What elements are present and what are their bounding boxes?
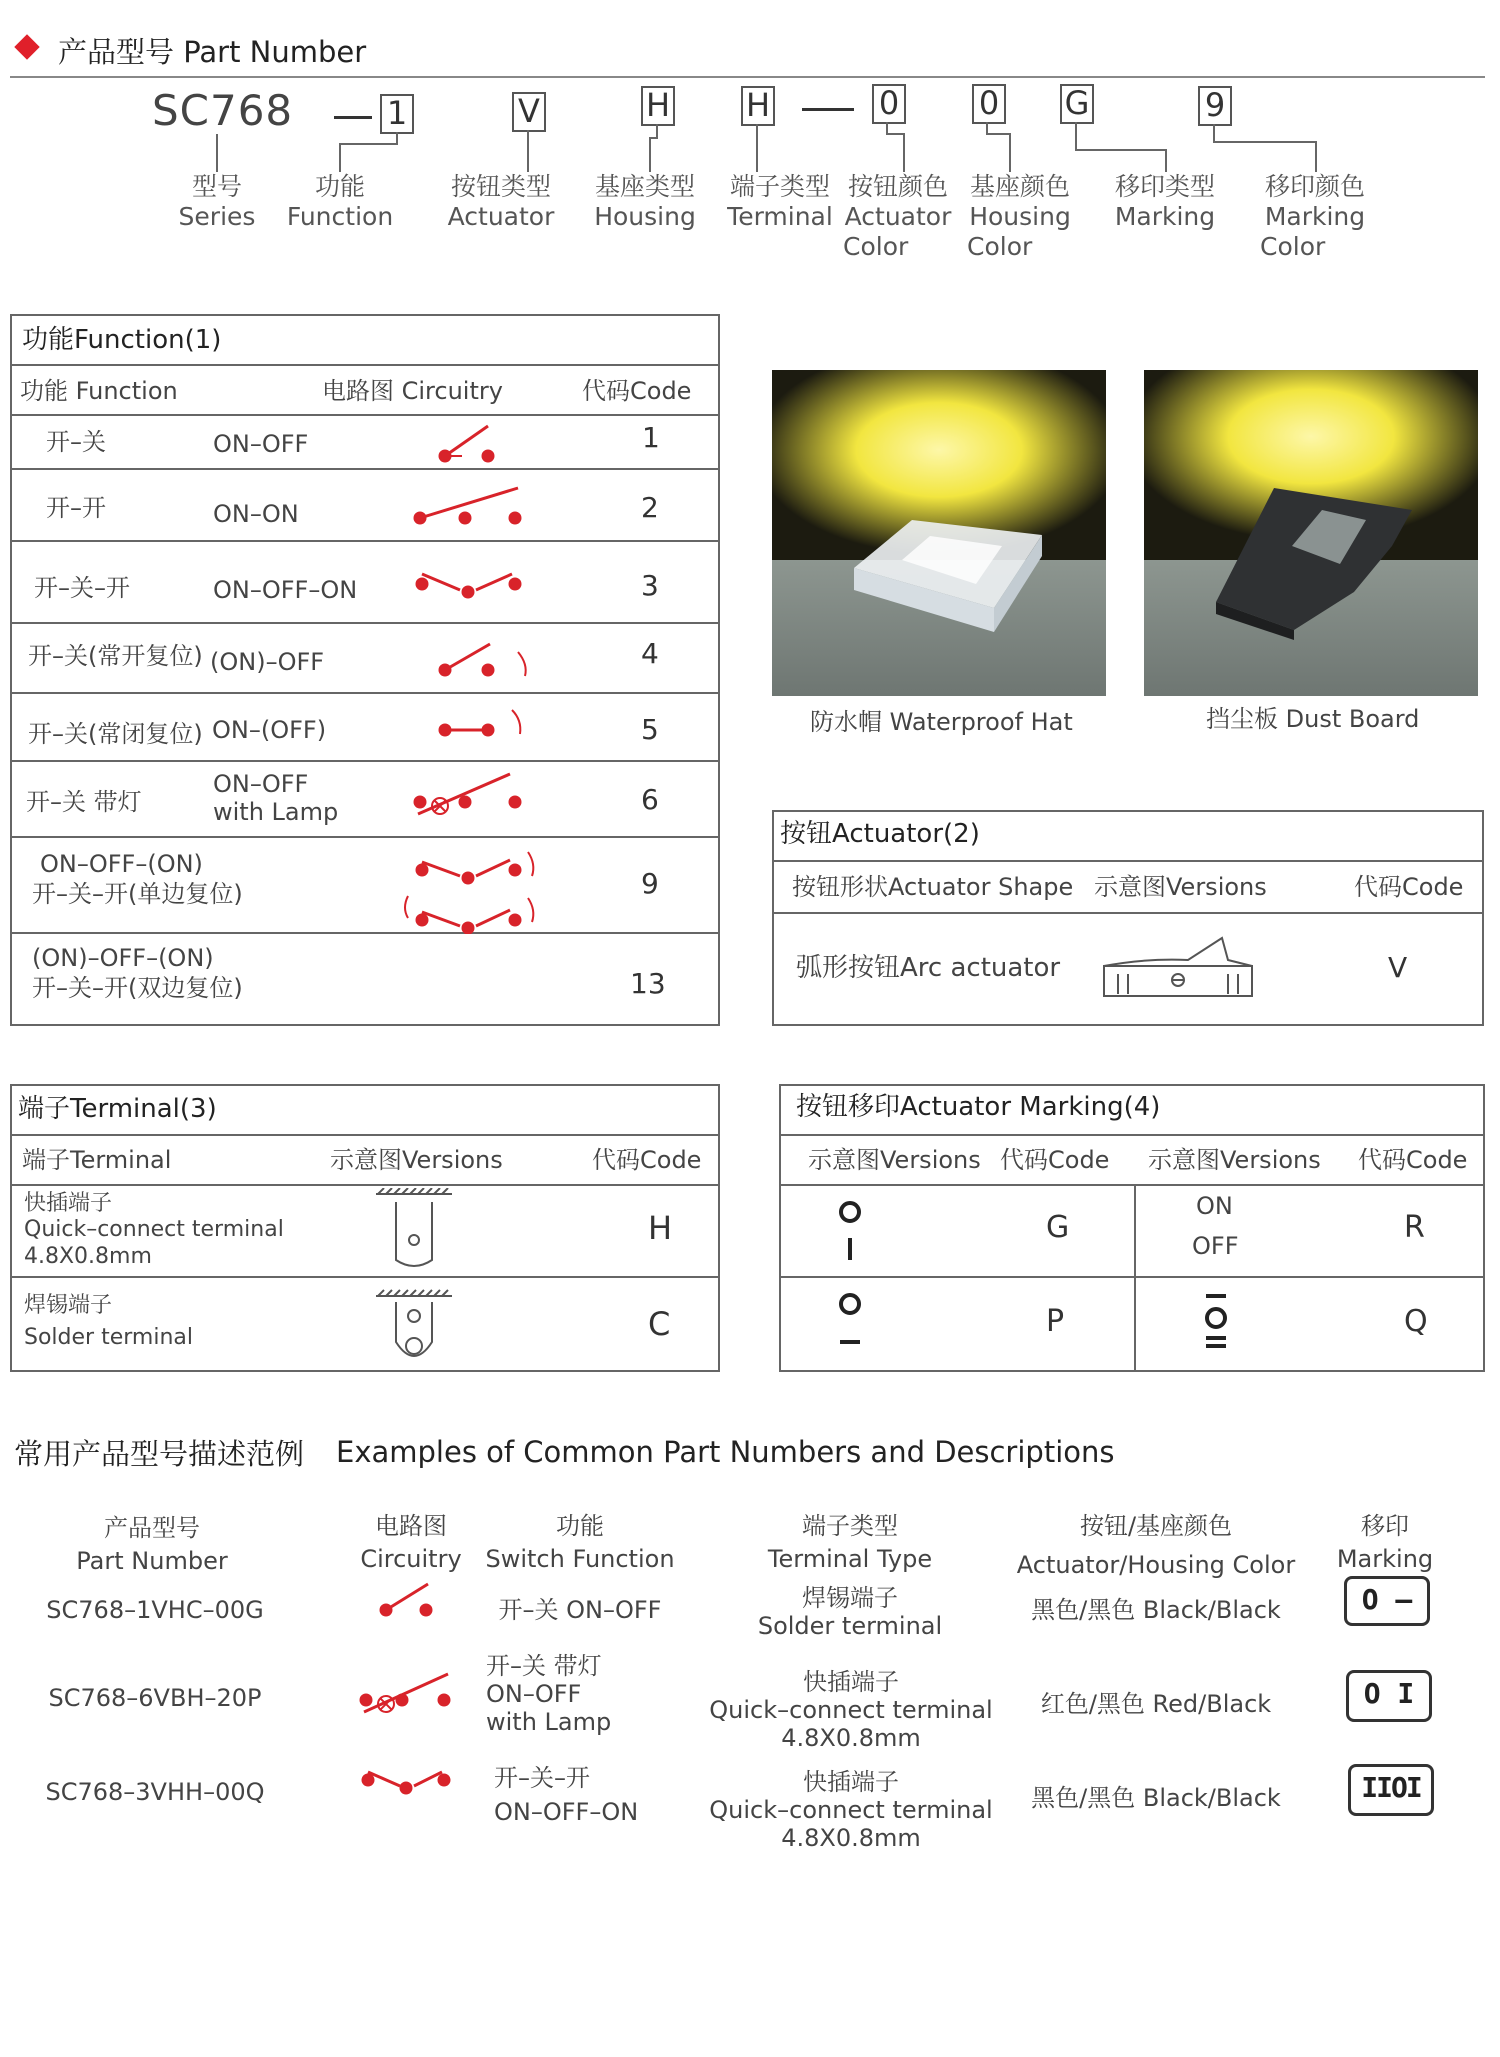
waterproof-hat-photo (772, 370, 1106, 696)
example-terminal: 快插端子 Quick–connect terminal 4.8X0.8mm (709, 1768, 993, 1852)
function-row-code: 9 (641, 867, 659, 900)
marking-code: G (1046, 1210, 1070, 1245)
code-header: 代码Code (582, 377, 692, 405)
marking-code: P (1046, 1304, 1065, 1339)
dust-board-photo (1144, 370, 1478, 696)
example-marking-box: O – (1344, 1576, 1430, 1626)
terminal-code-header: 代码Code (592, 1146, 702, 1174)
function-row-en: ON–ON (213, 500, 299, 528)
row-divider (10, 540, 720, 542)
examples-marking-header: 移印 Marking (1336, 1512, 1434, 1573)
row-divider (772, 912, 1484, 914)
marking-code-header: 代码Code (1358, 1146, 1468, 1174)
example-part-number: SC768–6VBH–20P (48, 1684, 262, 1712)
marking-ii-o-i-icon (1196, 1290, 1236, 1356)
function-row-code: 3 (641, 569, 659, 602)
function-row-code: 4 (641, 637, 659, 670)
circuitry-header: 电路图 Circuitry (322, 377, 503, 405)
row-divider (10, 1134, 720, 1136)
actuator-shape: 弧形按钮Arc actuator (796, 953, 1061, 983)
dash (334, 116, 372, 119)
marking-o-i-icon (830, 1196, 870, 1270)
section-bullet-icon (14, 34, 39, 59)
example-terminal: 焊锡端子 Solder terminal (757, 1584, 943, 1640)
function-row-cn: 开–关–开 (34, 574, 130, 602)
terminal-row-cn: 焊锡端子 (24, 1293, 113, 1318)
label-function: 功能 Function (286, 172, 394, 231)
marking-on-text: ON (1196, 1192, 1233, 1220)
label-actuator: 按钮类型 Actuator (447, 172, 555, 231)
label-marking-color: 移印颜色 Marking Color (1260, 172, 1366, 261)
dust-board-caption: 挡尘板 Dust Board (1206, 705, 1420, 733)
row-divider (779, 1134, 1485, 1136)
marking-o-dash-icon (830, 1290, 870, 1356)
label-housing-color: 基座颜色 Housing Color (967, 172, 1071, 261)
function-row-code: 5 (641, 713, 659, 746)
marking-code: Q (1404, 1304, 1428, 1339)
example-terminal: 快插端子 Quick–connect terminal 4.8X0.8mm (709, 1668, 993, 1752)
terminal-row-cn: 快插端子 (24, 1191, 113, 1216)
example-part-number: SC768–3VHH–00Q (45, 1778, 265, 1806)
code-marking: G (1060, 84, 1094, 124)
function-table (10, 314, 720, 1026)
example-color: 红色/黑色 Red/Black (1040, 1690, 1272, 1718)
circuit-on-mom-off-icon (440, 710, 520, 735)
row-divider (10, 760, 720, 762)
actuator-versions-header: 示意图Versions (1094, 873, 1267, 901)
row-divider (10, 364, 720, 366)
row-divider (779, 1276, 1485, 1278)
circuit-on-on-icon (415, 488, 520, 523)
examples-color-header: 按钮/基座颜色 Actuator/Housing Color (1016, 1512, 1296, 1579)
example-color: 黑色/黑色 Black/Black (1031, 1596, 1281, 1624)
label-housing: 基座类型 Housing (594, 172, 696, 231)
example-function: 开–关–开 ON–OFF–ON (494, 1764, 639, 1826)
page-title: 产品型号 Part Number (58, 35, 367, 69)
actuator-table-title: 按钮Actuator(2) (780, 819, 980, 849)
code-actuator-color: 0 (872, 84, 906, 124)
row-divider (10, 932, 720, 934)
label-series: 型号 Series (178, 172, 256, 231)
function-row-en: (ON)–OFF (210, 648, 325, 676)
examples-part-header: 产品型号 Part Number (76, 1514, 228, 1575)
row-divider (10, 414, 720, 416)
marking-code: R (1404, 1210, 1425, 1245)
function-row-en: ON–OFF (213, 770, 309, 798)
actuator-code-header: 代码Code (1354, 873, 1464, 901)
marking-versions-header: 示意图Versions (1148, 1146, 1321, 1174)
marking-table-title: 按钮移印Actuator Marking(4) (796, 1092, 1161, 1122)
connector-lines (0, 120, 1500, 180)
waterproof-hat-caption: 防水帽 Waterproof Hat (810, 708, 1073, 736)
row-divider (10, 836, 720, 838)
example-circuit-on-off-on-icon (356, 1762, 456, 1806)
example-circuit-on-off-icon (370, 1578, 450, 1622)
function-row-cn: 开–关–开(单边复位) (32, 880, 243, 908)
circuitry-symbols (400, 414, 560, 934)
terminal-row-code: C (648, 1305, 671, 1343)
example-color: 黑色/黑色 Black/Black (1031, 1784, 1281, 1812)
actuator-code: V (1388, 951, 1408, 984)
examples-title-cn: 常用产品型号描述范例 (14, 1437, 305, 1471)
code-actuator: V (512, 92, 546, 132)
function-row-en: ON–(OFF) (212, 716, 327, 744)
example-part-number: SC768–1VHC–00G (46, 1596, 264, 1624)
function-row-cn: 开–关(常闭复位) (28, 720, 203, 748)
code-housing-color: 0 (972, 84, 1006, 124)
marking-off-text: OFF (1192, 1232, 1239, 1260)
code-marking-color: 9 (1198, 86, 1232, 126)
function-row-en: ON–OFF (213, 430, 309, 458)
function-row-cn: 开–开 (46, 494, 106, 522)
terminal-table-title: 端子Terminal(3) (18, 1094, 217, 1124)
label-terminal: 端子类型 Terminal (727, 172, 833, 231)
part-model: SC768 (152, 86, 294, 135)
dash (802, 108, 854, 111)
examples-terminal-header: 端子类型 Terminal Type (767, 1512, 933, 1573)
arc-actuator-icon (1098, 930, 1258, 1006)
function-row-code: 1 (642, 421, 660, 454)
marking-versions-header: 示意图Versions (808, 1146, 981, 1174)
circuit-on-off-icon (440, 426, 493, 461)
function-row-en: ON–OFF–ON (213, 576, 358, 604)
function-row-code: 13 (630, 967, 666, 1000)
function-row-en: ON–OFF–(ON) (40, 850, 203, 878)
terminal-row-size: 4.8X0.8mm (24, 1244, 152, 1269)
examples-function-header: 功能 Switch Function (485, 1512, 675, 1573)
marking-code-header: 代码Code (1000, 1146, 1110, 1174)
code-terminal: H (741, 86, 775, 126)
row-divider (772, 860, 1484, 862)
header-rule (10, 76, 1485, 78)
example-function: 开–关 带灯 ON–OFF with Lamp (486, 1652, 612, 1736)
circuit-mom-off-mom-icon (405, 896, 533, 933)
terminal-header: 端子Terminal (22, 1146, 172, 1174)
solder-terminal-icon (370, 1288, 460, 1372)
function-row-cn: 开–关 (46, 428, 106, 456)
function-header: 功能 Function (20, 377, 178, 405)
function-row-cn: 开–关 带灯 (26, 788, 142, 816)
code-housing: H (641, 86, 675, 126)
label-actuator-color: 按钮颜色 Actuator Color (843, 172, 952, 261)
function-row-en2: with Lamp (213, 798, 339, 826)
terminal-row-en: Solder terminal (24, 1325, 193, 1350)
function-row-en: (ON)–OFF–(ON) (32, 944, 214, 972)
row-divider (10, 692, 720, 694)
function-row-code: 2 (641, 491, 659, 524)
function-row-cn: 开–关–开(双边复位) (32, 974, 243, 1002)
marking-table (779, 1084, 1485, 1372)
example-marking-box: IIOI (1348, 1764, 1434, 1816)
code-function: 1 (380, 94, 414, 134)
label-marking: 移印类型 Marking (1114, 172, 1216, 231)
example-circuit-lamp-icon (356, 1664, 456, 1724)
row-divider (10, 1276, 720, 1278)
terminal-versions-header: 示意图Versions (330, 1146, 503, 1174)
example-function: 开–关 ON–OFF (498, 1596, 662, 1624)
function-row-cn: 开–关(常开复位) (28, 642, 203, 670)
examples-circuitry-header: 电路图 Circuitry (360, 1512, 462, 1573)
example-marking-box: O I (1346, 1670, 1432, 1722)
row-divider (10, 1184, 720, 1186)
quick-connect-terminal-icon (370, 1188, 460, 1274)
function-table-title: 功能Function(1) (22, 325, 222, 355)
row-divider (10, 468, 720, 470)
row-divider (779, 1184, 1485, 1186)
examples-title-en: Examples of Common Part Numbers and Descriptions (336, 1435, 1115, 1469)
circuit-on-off-mom-icon (417, 852, 533, 883)
function-row-code: 6 (641, 783, 659, 816)
circuit-mom-on-off-icon (440, 644, 526, 676)
terminal-row-code: H (648, 1209, 673, 1247)
row-divider (10, 622, 720, 624)
circuit-lamp-icon (415, 774, 520, 814)
terminal-row-en: Quick–connect terminal (24, 1217, 284, 1242)
circuit-on-off-on-icon (417, 574, 520, 597)
actuator-shape-header: 按钮形状Actuator Shape (792, 873, 1074, 901)
column-divider (1134, 1184, 1136, 1372)
